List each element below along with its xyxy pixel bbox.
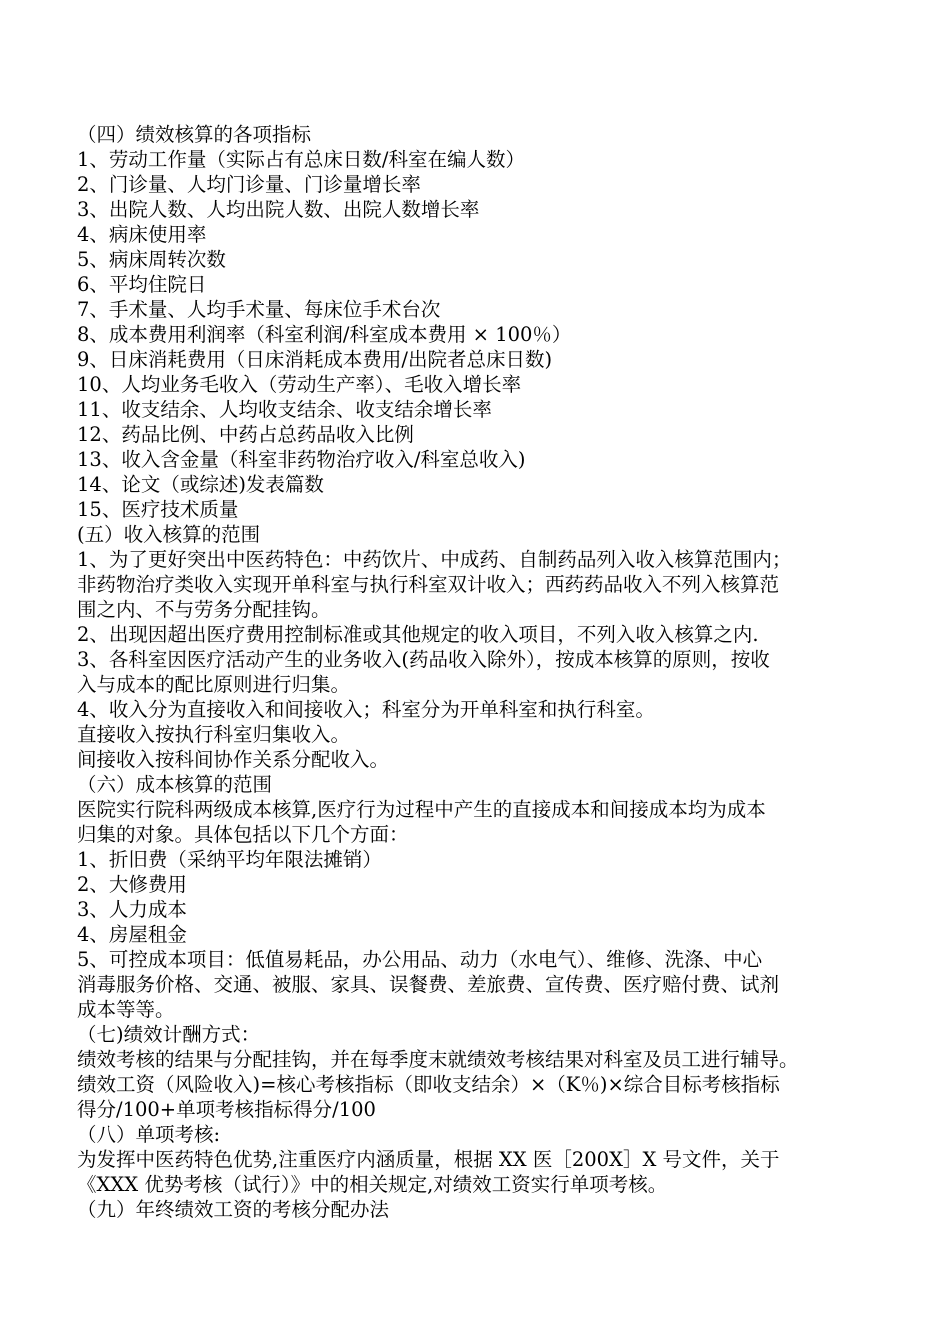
text-line: 5、病床周转次数 — [77, 248, 226, 271]
text-line: （六）成本核算的范围 — [77, 773, 273, 796]
text-line: 围之内、不与劳务分配挂钩。 — [77, 598, 331, 621]
text-line: 1、为了更好突出中医药特色：中药饮片、中成药、自制药品列入收入核算范围内； — [77, 548, 792, 571]
text-line: 2、出现因超出医疗费用控制标准或其他规定的收入项目，不列入收入核算之内. — [77, 623, 759, 646]
text-line: 14、论文（或综述)发表篇数 — [77, 473, 324, 496]
text-line: 3、人力成本 — [77, 898, 187, 921]
text-line: 非药物治疗类收入实现开单科室与执行科室双计收入；西药药品收入不列入核算范 — [77, 573, 780, 596]
text-line: 2、大修费用 — [77, 873, 187, 896]
text-line: 归集的对象。具体包括以下几个方面： — [77, 823, 409, 846]
text-line: 11、收支结余、人均收支结余、收支结余增长率 — [77, 398, 492, 421]
text-line: 12、药品比例、中药占总药品收入比例 — [77, 423, 414, 446]
text-line: 入与成本的配比原则进行归集。 — [77, 673, 351, 696]
text-line: （四）绩效核算的各项指标 — [77, 123, 312, 146]
text-line: 9、日床消耗费用（日床消耗成本费用/出院者总床日数) — [77, 348, 553, 371]
text-line: 15、医疗技术质量 — [77, 498, 239, 521]
text-line: 4、房屋租金 — [77, 923, 187, 946]
text-line: （七)绩效计酬方式： — [77, 1023, 261, 1046]
text-line: 直接收入按执行科室归集收入。 — [77, 723, 351, 746]
text-line: 8、成本费用利润率（科室利润/科室成本费用 × 100％） — [77, 323, 572, 346]
text-line: 为发挥中医药特色优势,注重医疗内涵质量，根据 XX 医［200X］X 号文件，关于 — [77, 1148, 780, 1171]
text-line: 6、平均住院日 — [77, 273, 207, 296]
text-line: 4、病床使用率 — [77, 223, 207, 246]
text-line: 《XXX 优势考核（试行）》中的相关规定,对绩效工资实行单项考核。 — [77, 1173, 668, 1196]
text-line: 成本等等。 — [77, 998, 175, 1021]
text-line: 间接收入按科间协作关系分配收入。 — [77, 748, 390, 771]
text-line: (五）收入核算的范围 — [77, 523, 261, 546]
text-line: 得分/100+单项考核指标得分/100 — [77, 1098, 376, 1121]
text-line: 4、收入分为直接收入和间接收入；科室分为开单科室和执行科室。 — [77, 698, 655, 721]
text-line: （八）单项考核: — [77, 1123, 221, 1146]
text-line: 消毒服务价格、交通、被服、家具、误餐费、差旅费、宣传费、医疗赔付费、试剂 — [77, 973, 780, 996]
text-line: 医院实行院科两级成本核算,医疗行为过程中产生的直接成本和间接成本均为成本 — [77, 798, 766, 821]
text-line: 7、手术量、人均手术量、每床位手术台次 — [77, 298, 441, 321]
document-body — [77, 122, 889, 1222]
text-line: 3、各科室因医疗活动产生的业务收入(药品收入除外），按成本核算的原则，按收 — [77, 648, 770, 671]
text-line: 13、收入含金量（科室非药物治疗收入/科室总收入) — [77, 448, 526, 471]
text-line: 绩效考核的结果与分配挂钩，并在每季度末就绩效考核结果对科室及员工进行辅导。 — [77, 1048, 799, 1071]
text-line: 10、人均业务毛收入（劳动生产率）、毛收入增长率 — [77, 373, 522, 396]
text-line: 5、可控成本项目：低值易耗品，办公用品、动力（水电气）、维修、洗涤、中心 — [77, 948, 763, 971]
text-line: 3、出院人数、人均出院人数、出院人数增长率 — [77, 198, 480, 221]
text-line: 1、折旧费（采纳平均年限法摊销） — [77, 848, 382, 871]
text-line: 绩效工资（风险收入)=核心考核指标（即收支结余）×（K％)×综合目标考核指标 — [77, 1073, 780, 1096]
text-line: 1、劳动工作量（实际占有总床日数/科室在编人数） — [77, 148, 525, 171]
text-line: 2、门诊量、人均门诊量、门诊量增长率 — [77, 173, 421, 196]
text-line: （九）年终绩效工资的考核分配办法 — [77, 1198, 390, 1221]
